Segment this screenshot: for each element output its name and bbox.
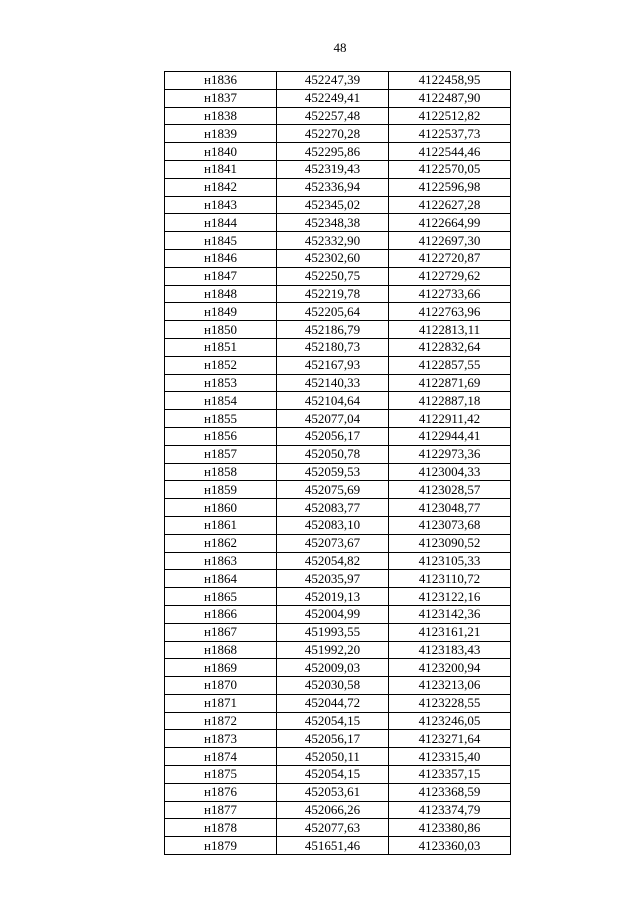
point-id-cell: н1875 [165,766,277,784]
table-row [165,499,511,517]
x-coordinate-cell: 452257,48 [277,107,389,125]
point-id-cell: н1879 [165,837,277,855]
y-coordinate-cell: 4123105,33 [389,552,511,570]
coordinates-table [164,71,511,855]
point-id-cell: н1874 [165,748,277,766]
y-coordinate-cell: 4123122,16 [389,588,511,606]
point-id-cell: н1858 [165,463,277,481]
y-coordinate-cell: 4122720,87 [389,249,511,267]
point-id-cell: н1851 [165,338,277,356]
y-coordinate-cell: 4122857,55 [389,356,511,374]
table-row [165,605,511,623]
x-coordinate-cell: 452167,93 [277,356,389,374]
point-id-cell: н1868 [165,641,277,659]
table-row [165,338,511,356]
table-row [165,392,511,410]
x-coordinate-cell: 452332,90 [277,232,389,250]
y-coordinate-cell: 4123004,33 [389,463,511,481]
point-id-cell: н1876 [165,783,277,801]
y-coordinate-cell: 4122458,95 [389,72,511,90]
table-row [165,641,511,659]
x-coordinate-cell: 452050,78 [277,445,389,463]
y-coordinate-cell: 4122871,69 [389,374,511,392]
x-coordinate-cell: 452180,73 [277,338,389,356]
table-row [165,160,511,178]
table-row [165,107,511,125]
table-row [165,659,511,677]
x-coordinate-cell: 452270,28 [277,125,389,143]
point-id-cell: н1856 [165,427,277,445]
table-row [165,374,511,392]
x-coordinate-cell: 452059,53 [277,463,389,481]
table-row [165,588,511,606]
y-coordinate-cell: 4123110,72 [389,570,511,588]
point-id-cell: н1837 [165,89,277,107]
y-coordinate-cell: 4122697,30 [389,232,511,250]
table-row [165,712,511,730]
table-row [165,801,511,819]
y-coordinate-cell: 4123073,68 [389,516,511,534]
x-coordinate-cell: 452247,39 [277,72,389,90]
point-id-cell: н1860 [165,499,277,517]
y-coordinate-cell: 4123374,79 [389,801,511,819]
point-id-cell: н1857 [165,445,277,463]
point-id-cell: н1843 [165,196,277,214]
y-coordinate-cell: 4123368,59 [389,783,511,801]
point-id-cell: н1865 [165,588,277,606]
x-coordinate-cell: 452077,04 [277,410,389,428]
x-coordinate-cell: 452050,11 [277,748,389,766]
point-id-cell: н1870 [165,677,277,695]
point-id-cell: н1869 [165,659,277,677]
point-id-cell: н1853 [165,374,277,392]
table-row [165,694,511,712]
y-coordinate-cell: 4123090,52 [389,534,511,552]
point-id-cell: н1841 [165,160,277,178]
x-coordinate-cell: 452319,43 [277,160,389,178]
y-coordinate-cell: 4123271,64 [389,730,511,748]
y-coordinate-cell: 4122544,46 [389,143,511,161]
x-coordinate-cell: 452030,58 [277,677,389,695]
point-id-cell: н1849 [165,303,277,321]
point-id-cell: н1863 [165,552,277,570]
x-coordinate-cell: 452250,75 [277,267,389,285]
table-row [165,303,511,321]
x-coordinate-cell: 452054,82 [277,552,389,570]
y-coordinate-cell: 4123360,03 [389,837,511,855]
table-row [165,481,511,499]
table-row [165,516,511,534]
table-row [165,766,511,784]
table-row [165,321,511,339]
coordinates-table-body [165,72,511,855]
x-coordinate-cell: 451651,46 [277,837,389,855]
x-coordinate-cell: 452019,13 [277,588,389,606]
point-id-cell: н1842 [165,178,277,196]
x-coordinate-cell: 452004,99 [277,605,389,623]
x-coordinate-cell: 452053,61 [277,783,389,801]
y-coordinate-cell: 4122664,99 [389,214,511,232]
table-row [165,552,511,570]
x-coordinate-cell: 452083,10 [277,516,389,534]
point-id-cell: н1862 [165,534,277,552]
y-coordinate-cell: 4122596,98 [389,178,511,196]
point-id-cell: н1854 [165,392,277,410]
y-coordinate-cell: 4122570,05 [389,160,511,178]
table-row [165,214,511,232]
point-id-cell: н1861 [165,516,277,534]
x-coordinate-cell: 452075,69 [277,481,389,499]
table-row [165,427,511,445]
y-coordinate-cell: 4122487,90 [389,89,511,107]
point-id-cell: н1848 [165,285,277,303]
y-coordinate-cell: 4122944,41 [389,427,511,445]
y-coordinate-cell: 4122832,64 [389,338,511,356]
y-coordinate-cell: 4123357,15 [389,766,511,784]
x-coordinate-cell: 452345,02 [277,196,389,214]
y-coordinate-cell: 4122729,62 [389,267,511,285]
point-id-cell: н1867 [165,623,277,641]
table-row [165,267,511,285]
y-coordinate-cell: 4122813,11 [389,321,511,339]
table-row [165,89,511,107]
x-coordinate-cell: 452054,15 [277,712,389,730]
x-coordinate-cell: 452056,17 [277,730,389,748]
y-coordinate-cell: 4123228,55 [389,694,511,712]
point-id-cell: н1871 [165,694,277,712]
x-coordinate-cell: 452348,38 [277,214,389,232]
y-coordinate-cell: 4123315,40 [389,748,511,766]
table-row [165,125,511,143]
y-coordinate-cell: 4122512,82 [389,107,511,125]
point-id-cell: н1845 [165,232,277,250]
table-row [165,445,511,463]
point-id-cell: н1864 [165,570,277,588]
point-id-cell: н1866 [165,605,277,623]
y-coordinate-cell: 4123200,94 [389,659,511,677]
table-row [165,285,511,303]
x-coordinate-cell: 452054,15 [277,766,389,784]
x-coordinate-cell: 452035,97 [277,570,389,588]
y-coordinate-cell: 4123183,43 [389,641,511,659]
x-coordinate-cell: 452302,60 [277,249,389,267]
x-coordinate-cell: 452009,03 [277,659,389,677]
table-row [165,249,511,267]
table-row [165,143,511,161]
point-id-cell: н1852 [165,356,277,374]
point-id-cell: н1878 [165,819,277,837]
table-row [165,570,511,588]
point-id-cell: н1840 [165,143,277,161]
table-row [165,463,511,481]
y-coordinate-cell: 4123380,86 [389,819,511,837]
table-row [165,72,511,90]
table-row [165,730,511,748]
y-coordinate-cell: 4123246,05 [389,712,511,730]
y-coordinate-cell: 4123161,21 [389,623,511,641]
y-coordinate-cell: 4123028,57 [389,481,511,499]
y-coordinate-cell: 4122763,96 [389,303,511,321]
table-row [165,410,511,428]
point-id-cell: н1873 [165,730,277,748]
point-id-cell: н1839 [165,125,277,143]
x-coordinate-cell: 452073,67 [277,534,389,552]
x-coordinate-cell: 452186,79 [277,321,389,339]
point-id-cell: н1850 [165,321,277,339]
point-id-cell: н1877 [165,801,277,819]
table-row [165,837,511,855]
y-coordinate-cell: 4122911,42 [389,410,511,428]
x-coordinate-cell: 452249,41 [277,89,389,107]
x-coordinate-cell: 452044,72 [277,694,389,712]
point-id-cell: н1859 [165,481,277,499]
table-row [165,232,511,250]
y-coordinate-cell: 4122627,28 [389,196,511,214]
point-id-cell: н1844 [165,214,277,232]
x-coordinate-cell: 451993,55 [277,623,389,641]
x-coordinate-cell: 452295,86 [277,143,389,161]
x-coordinate-cell: 452066,26 [277,801,389,819]
point-id-cell: н1847 [165,267,277,285]
point-id-cell: н1872 [165,712,277,730]
x-coordinate-cell: 452104,64 [277,392,389,410]
y-coordinate-cell: 4122887,18 [389,392,511,410]
point-id-cell: н1855 [165,410,277,428]
y-coordinate-cell: 4123048,77 [389,499,511,517]
point-id-cell: н1836 [165,72,277,90]
y-coordinate-cell: 4122733,66 [389,285,511,303]
point-id-cell: н1846 [165,249,277,267]
table-row [165,748,511,766]
table-row [165,178,511,196]
table-row [165,677,511,695]
table-row [165,819,511,837]
y-coordinate-cell: 4122973,36 [389,445,511,463]
table-row [165,783,511,801]
x-coordinate-cell: 452205,64 [277,303,389,321]
table-row [165,356,511,374]
x-coordinate-cell: 451992,20 [277,641,389,659]
y-coordinate-cell: 4123213,06 [389,677,511,695]
y-coordinate-cell: 4122537,73 [389,125,511,143]
x-coordinate-cell: 452083,77 [277,499,389,517]
table-row [165,196,511,214]
page-number: 48 [333,40,347,55]
x-coordinate-cell: 452219,78 [277,285,389,303]
x-coordinate-cell: 452056,17 [277,427,389,445]
point-id-cell: н1838 [165,107,277,125]
y-coordinate-cell: 4123142,36 [389,605,511,623]
x-coordinate-cell: 452077,63 [277,819,389,837]
x-coordinate-cell: 452336,94 [277,178,389,196]
table-row [165,623,511,641]
x-coordinate-cell: 452140,33 [277,374,389,392]
table-row [165,534,511,552]
